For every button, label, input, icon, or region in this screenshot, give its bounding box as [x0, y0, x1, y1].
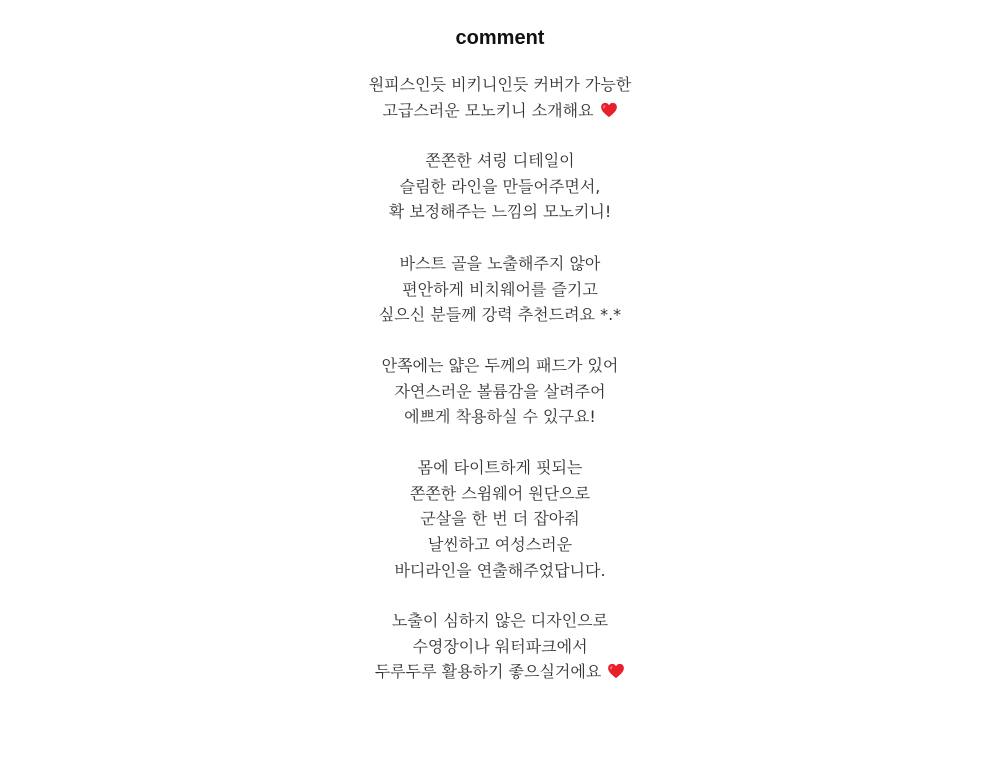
- text-line: [0, 302, 1000, 328]
- text-line-content: 바스트 골을 노출해주지 않아: [399, 254, 601, 273]
- paragraph-fabric: [0, 455, 1000, 583]
- section-title: comment: [455, 27, 545, 49]
- text-line-content: 확 보정해주는 느낌의 모노키니!: [388, 202, 612, 222]
- text-line: [0, 199, 1000, 225]
- text-line-content: 원피스인듯 비키니인듯 커버가 가능한: [368, 75, 632, 94]
- paragraph-pad: [0, 353, 1000, 430]
- text-line: [0, 148, 1000, 174]
- text-line: [0, 532, 1000, 558]
- text-line-content: 노출이 심하지 않은 디자인으로: [391, 611, 609, 630]
- text-line-content: 날씬하고 여성스러운: [427, 535, 573, 555]
- heart-icon: [600, 101, 618, 119]
- text-line: [0, 353, 1000, 379]
- paragraph-bust: [0, 251, 1000, 328]
- text-line: [0, 481, 1000, 507]
- text-line-content: 쫀쫀한 스윔웨어 원단으로: [409, 483, 591, 503]
- text-line-content: 고급스러운 모노키니 소개해요: [382, 100, 594, 120]
- text-line-content: 몸에 타이트하게 핏되는: [417, 458, 583, 477]
- paragraph-shirring: [0, 148, 1000, 225]
- text-line-content: 바디라인을 연출해주었답니다.: [394, 560, 606, 580]
- text-line-content: 두루두루 활용하기 좋으실거에요: [374, 662, 602, 682]
- text-line: [0, 608, 1000, 634]
- text-line-content: 에쁘게 착용하실 수 있구요!: [404, 407, 596, 427]
- text-line: [0, 558, 1000, 584]
- text-line: [0, 404, 1000, 430]
- text-line-content: 군살을 한 번 더 잡아줘: [420, 509, 580, 529]
- text-line-content: 수영장이나 워터파크에서: [412, 636, 588, 656]
- text-line-content: 싶으신 분들께 강력 추천드려요 *.*: [378, 305, 622, 325]
- text-line: [0, 72, 1000, 98]
- text-line-content: 쫀쫀한 셔링 디테일이: [425, 151, 575, 170]
- text-line-content: 슬림한 라인을 만들어주면서,: [399, 176, 601, 196]
- paragraph-intro: [0, 72, 1000, 123]
- text-line: [0, 506, 1000, 532]
- paragraph-usage: [0, 608, 1000, 685]
- text-line: [0, 174, 1000, 200]
- text-line-content: 자연스러운 볼륨감을 살려주어: [394, 381, 606, 401]
- text-line: [0, 634, 1000, 660]
- text-line: [0, 277, 1000, 303]
- text-line: [0, 98, 1000, 124]
- text-line: [0, 659, 1000, 685]
- text-line-content: 편안하게 비치웨어를 즐기고: [402, 279, 598, 299]
- heart-icon: [607, 662, 625, 680]
- text-line: [0, 455, 1000, 481]
- text-line-content: 안쪽에는 얇은 두께의 패드가 있어: [381, 356, 619, 375]
- text-line: [0, 379, 1000, 405]
- text-line: [0, 251, 1000, 277]
